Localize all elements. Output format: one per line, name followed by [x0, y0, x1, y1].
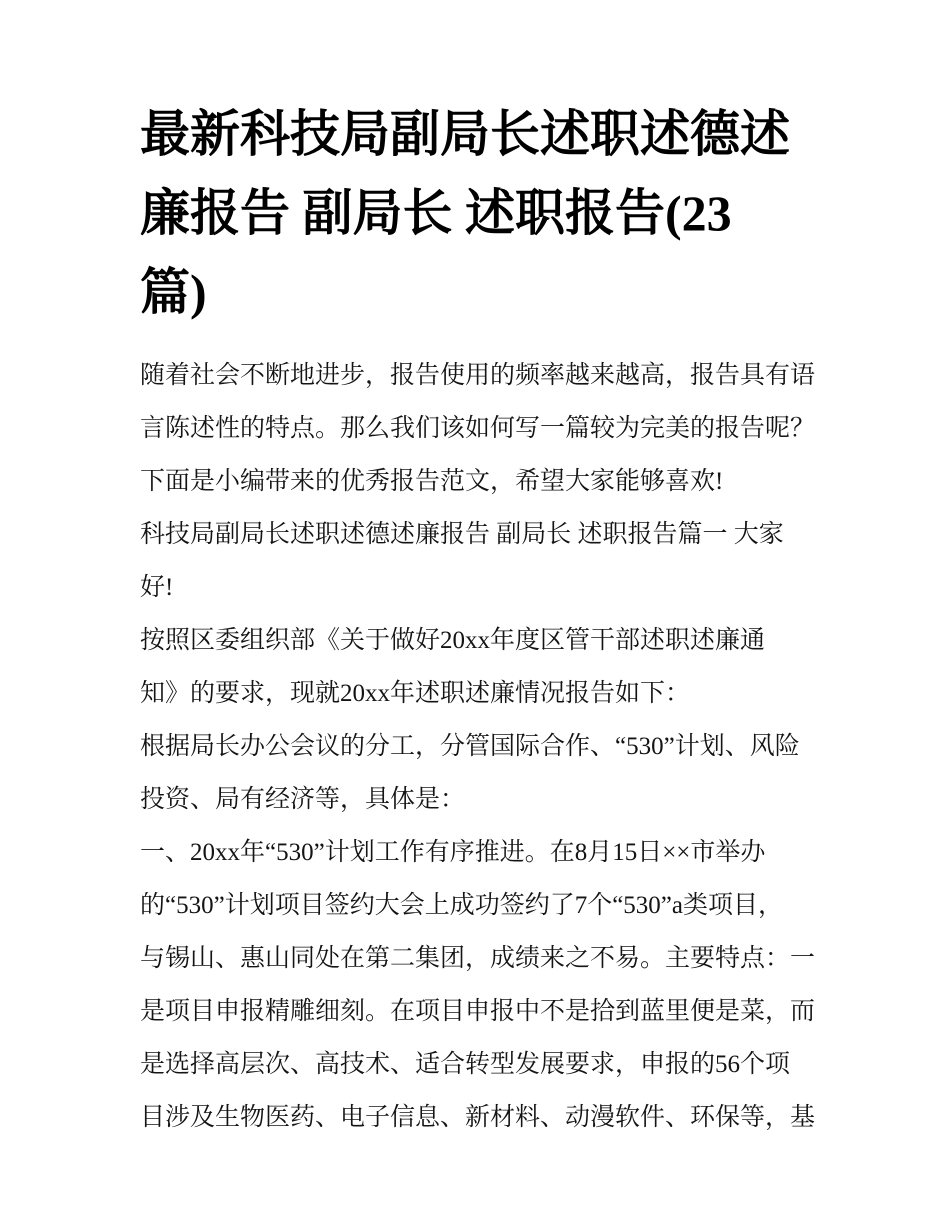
body-text-line: 一、20xx年“530”计划工作有序推进。在8月15日××市举办	[140, 839, 766, 866]
document-body	[140, 349, 820, 1144]
body-text-line: 好!	[140, 574, 174, 601]
body-text-line: 根据局长办公会议的分工，分管国际合作、“530”计划、风险	[140, 733, 800, 760]
body-text-line: 是选择高层次、高技术、适合转型发展要求，申报的56个项	[140, 1051, 791, 1078]
document-title-line: 篇)	[140, 264, 207, 320]
body-text-line: 投资、局有经济等，具体是：	[140, 786, 466, 813]
document-title-line: 廉报告 副局长 述职报告(23	[140, 185, 732, 241]
body-text-line: 按照区委组织部《关于做好20xx年度区管干部述职述廉通	[140, 627, 766, 654]
body-text-line: 目涉及生物医药、电子信息、新材料、动漫软件、环保等，基	[140, 1104, 816, 1131]
body-text-line: 是项目申报精雕细刻。在项目申报中不是拾到蓝里便是菜，而	[140, 998, 816, 1025]
body-text-line: 与锡山、惠山同处在第二集团，成绩来之不易。主要特点：一	[140, 945, 816, 972]
body-text-line: 知》的要求，现就20xx年述职述廉情况报告如下：	[140, 680, 691, 707]
body-text-line: 下面是小编带来的优秀报告范文，希望大家能够喜欢!	[140, 468, 724, 495]
document-title	[140, 95, 820, 332]
body-text-line: 言陈述性的特点。那么我们该如何写一篇较为完美的报告呢？	[140, 415, 816, 442]
document-title-line: 最新科技局副局长述职述德述	[140, 106, 790, 162]
body-text-line: 随着社会不断地进步，报告使用的频率越来越高，报告具有语	[140, 362, 816, 389]
body-text-line: 科技局副局长述职述德述廉报告 副局长 述职报告篇一 大家	[140, 521, 784, 548]
body-text-line: 的“530”计划项目签约大会上成功签约了7个“530”a类项目，	[140, 892, 783, 919]
